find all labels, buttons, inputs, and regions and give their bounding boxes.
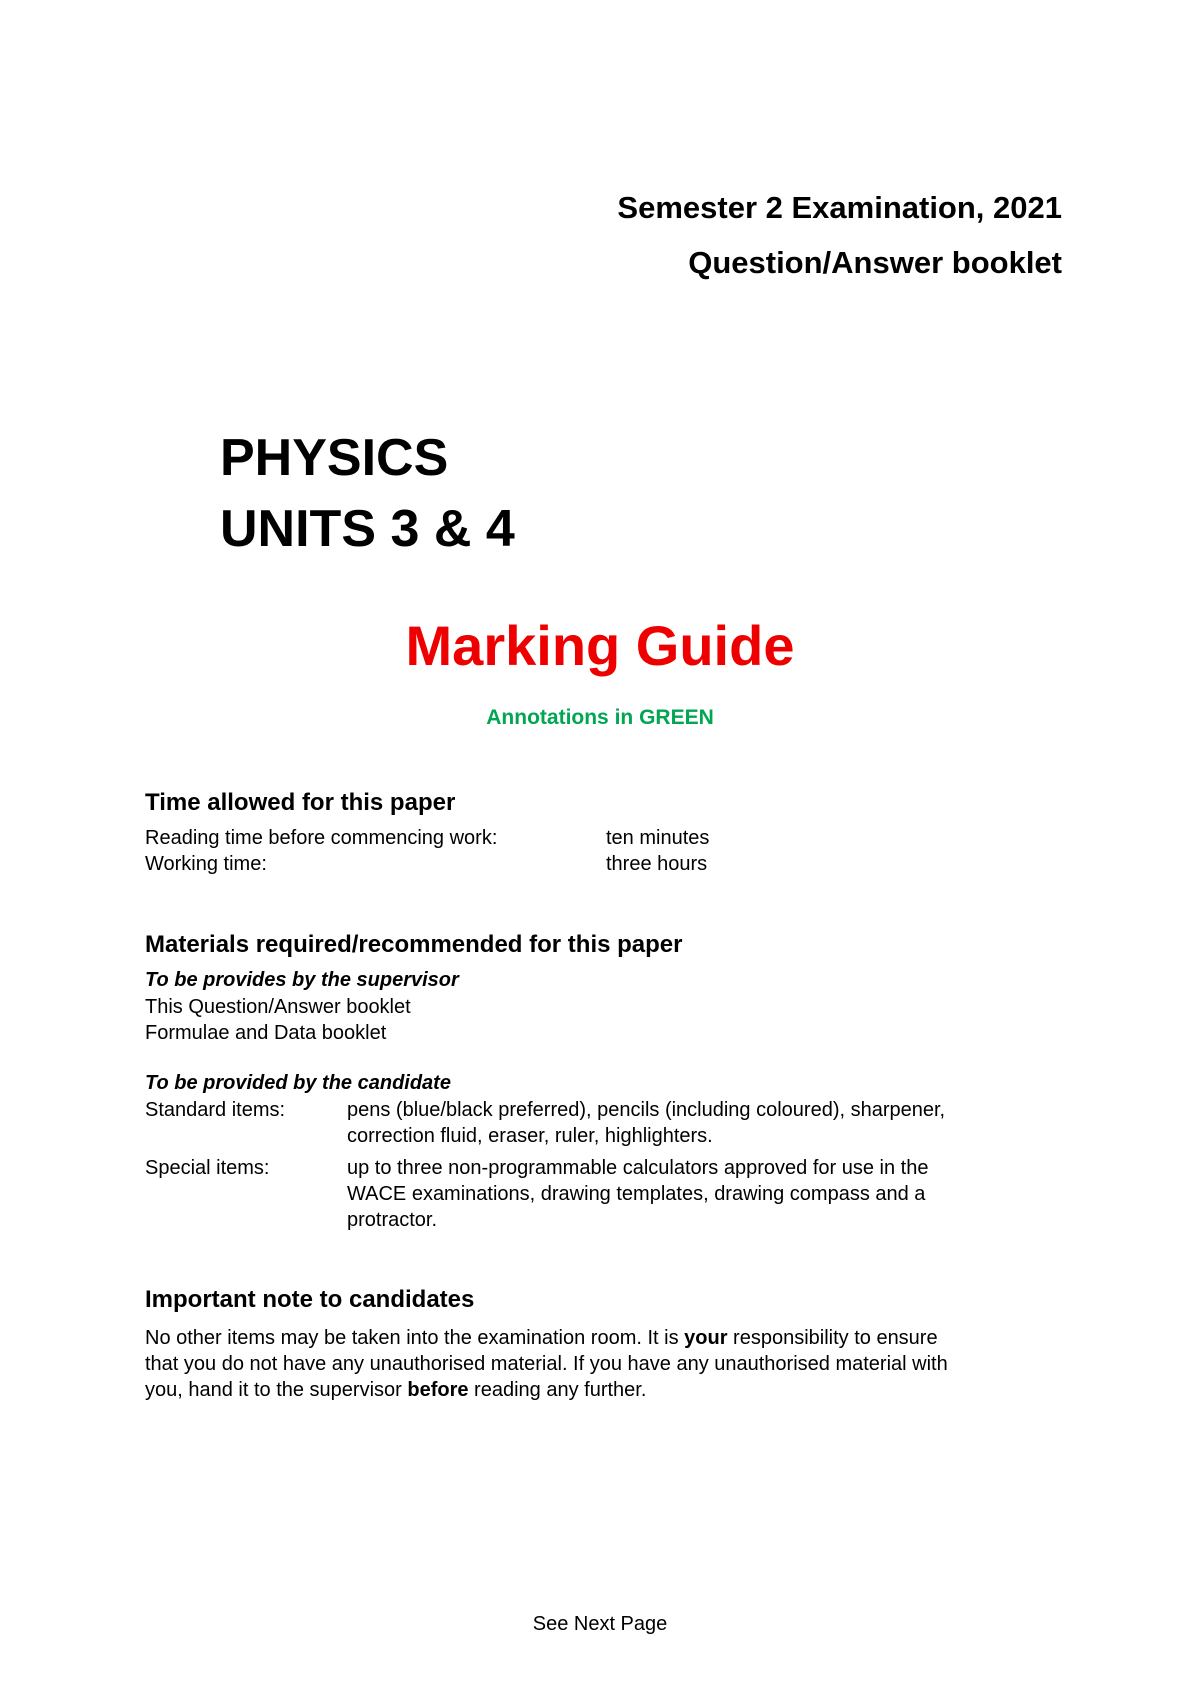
reading-time-label: Reading time before commencing work: [145, 827, 498, 849]
supervisor-subheading: To be provides by the supervisor [145, 969, 459, 991]
working-time-value: three hours [606, 853, 708, 875]
important-note-line: No other items may be taken into the examination room. It is your responsibility to ensure [145, 1327, 938, 1349]
emphasis-your: your [684, 1327, 728, 1349]
page-footer: See Next Page [532, 1613, 668, 1635]
special-items-label: Special items: [145, 1157, 270, 1179]
materials-heading: Materials required/recommended for this paper [145, 931, 683, 958]
subject-title: PHYSICS [220, 429, 449, 487]
candidate-subheading: To be provided by the candidate [145, 1072, 451, 1094]
important-note-line: that you do not have any unauthorised material. If you have any unauthorised material with [145, 1353, 948, 1375]
exam-semester-heading: Semester 2 Examination, 2021 [617, 190, 1062, 225]
special-items-text: WACE examinations, drawing templates, drawing compass and a [347, 1183, 926, 1205]
special-items-text: protractor. [347, 1209, 438, 1231]
standard-items-label: Standard items: [145, 1099, 286, 1121]
special-items-text: up to three non-programmable calculators approved for use in the [347, 1157, 929, 1179]
subject-units: UNITS 3 & 4 [220, 500, 515, 558]
important-note-heading: Important note to candidates [145, 1286, 475, 1313]
annotations-note: Annotations in GREEN [486, 706, 714, 729]
standard-items-text: pens (blue/black preferred), pencils (including coloured), sharpener, [347, 1099, 946, 1121]
important-note-line: you, hand it to the supervisor before reading any further. [145, 1379, 647, 1401]
booklet-type-heading: Question/Answer booklet [688, 245, 1062, 280]
supervisor-item: Formulae and Data booklet [145, 1022, 387, 1044]
working-time-label: Working time: [145, 853, 267, 875]
time-allowed-heading: Time allowed for this paper [145, 789, 456, 816]
reading-time-value: ten minutes [606, 827, 710, 849]
emphasis-before: before [407, 1379, 469, 1401]
supervisor-item: This Question/Answer booklet [145, 996, 411, 1018]
marking-guide-title: Marking Guide [405, 614, 795, 677]
standard-items-text: correction fluid, eraser, ruler, highlighters. [347, 1125, 713, 1147]
